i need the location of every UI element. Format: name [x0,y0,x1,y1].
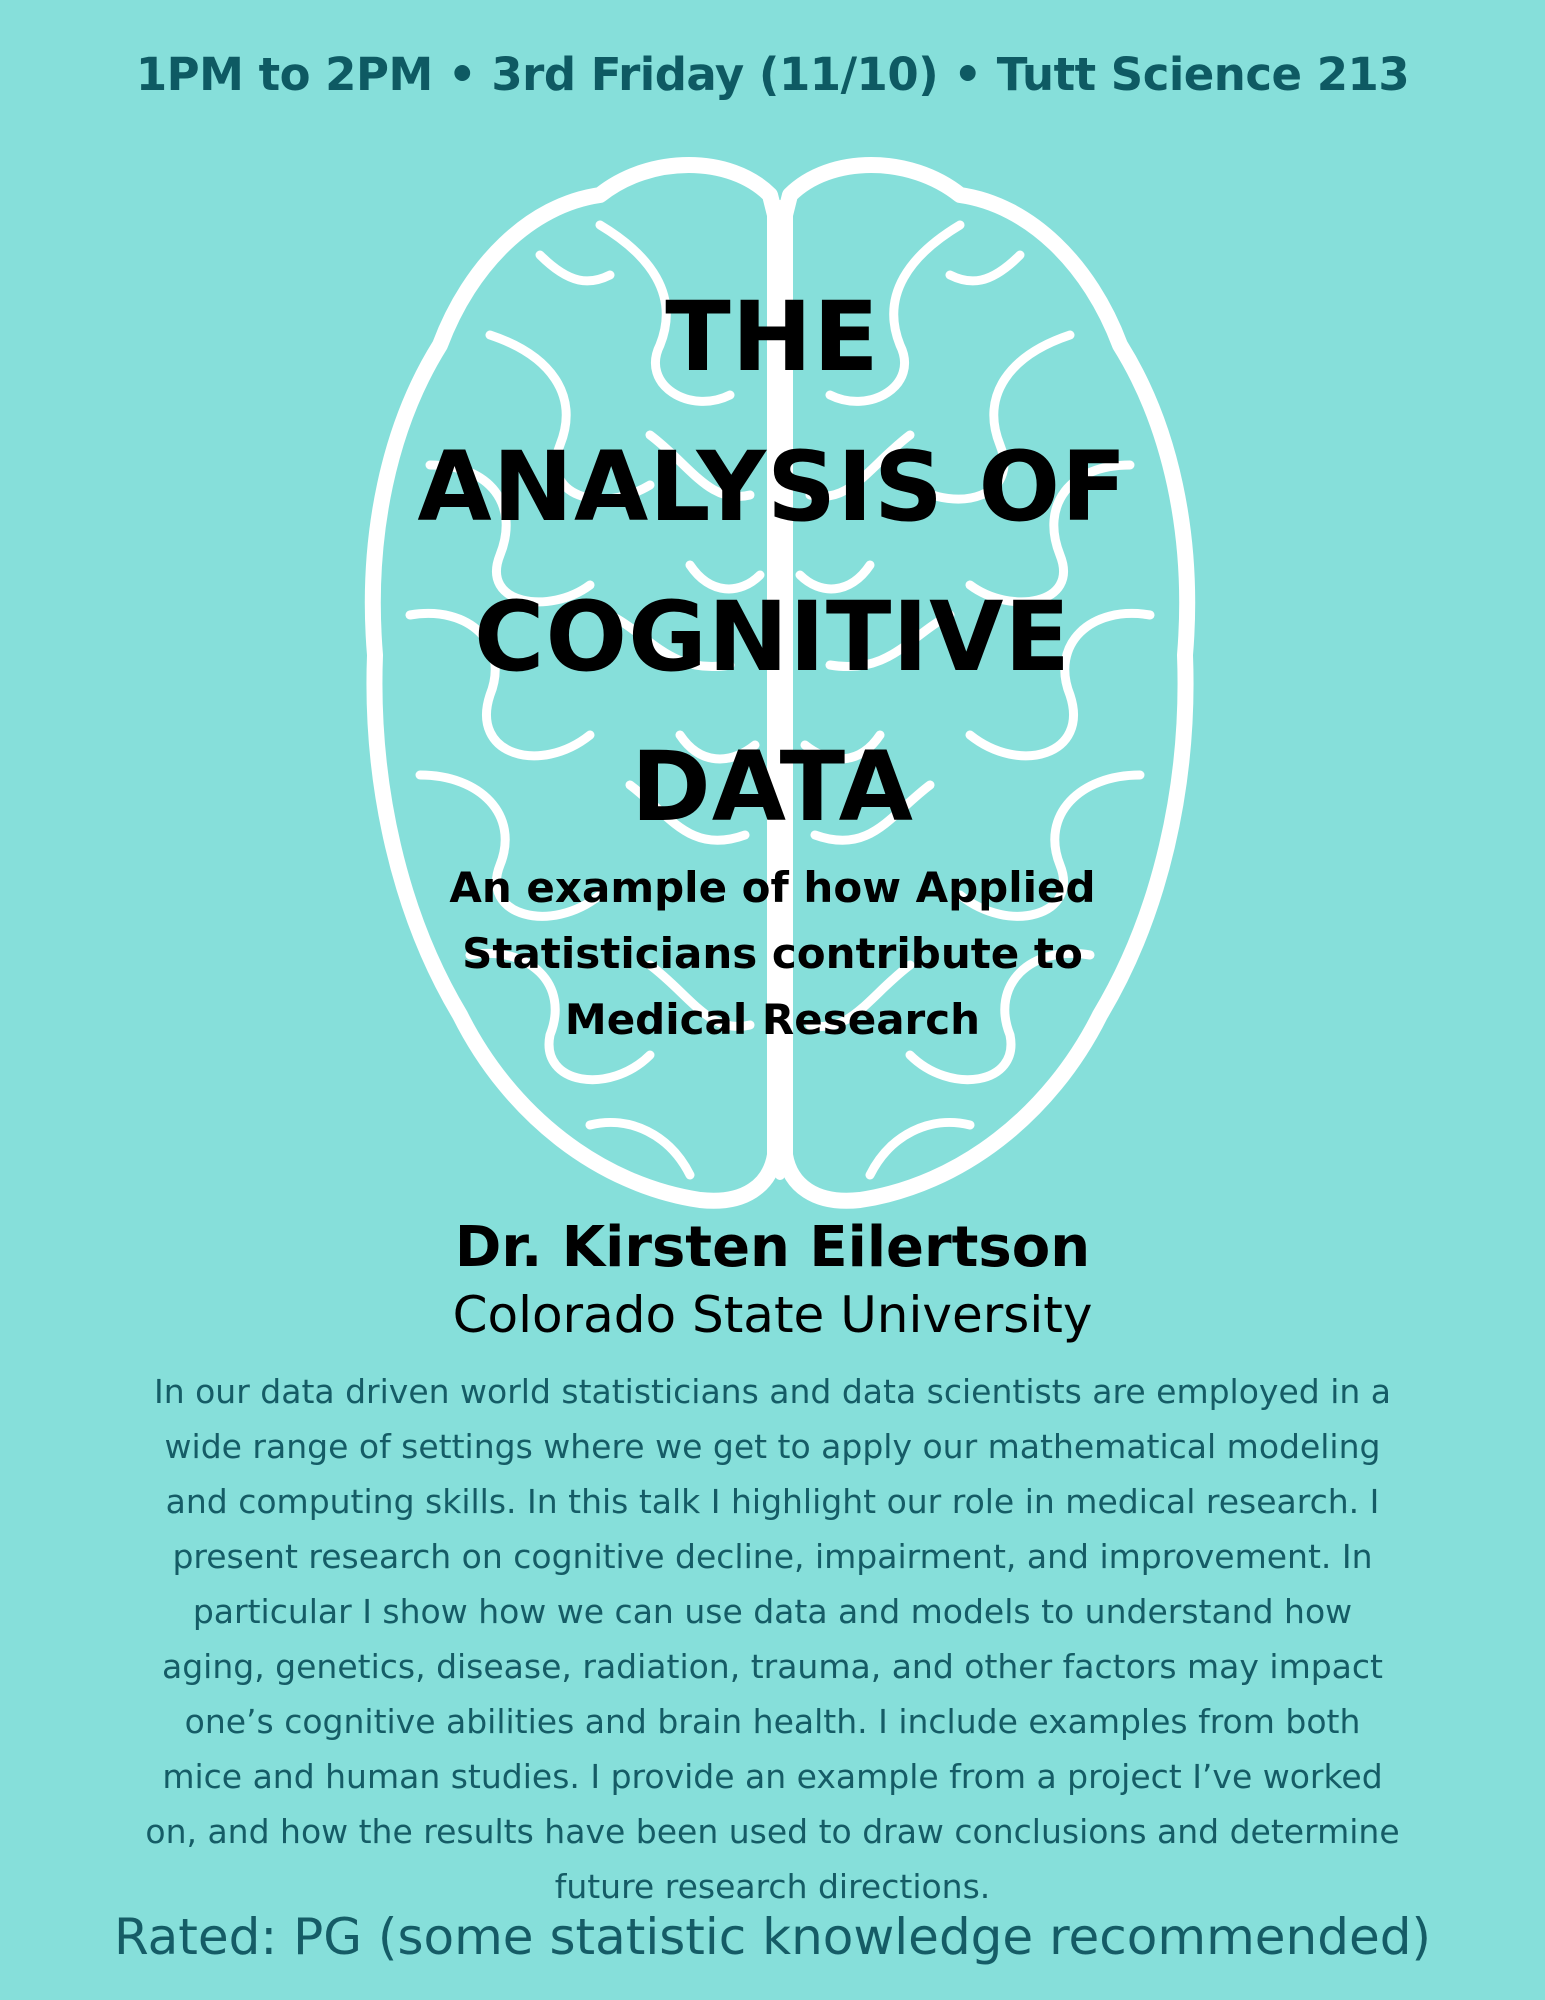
abstract-line: one’s cognitive abilities and brain health. I include examples from both [184,1702,1361,1741]
audience-rating: Rated: PG (some statistic knowledge recommended) [114,1908,1431,1966]
talk-subtitle [400,855,1145,1053]
abstract-line: wide range of settings where we get to apply our mathematical modeling [164,1427,1381,1466]
speaker-name: Dr. Kirsten Eilertson [454,1215,1091,1280]
abstract-line: particular I show how we can use data and models to understand how [192,1592,1353,1631]
abstract-line: present research on cognitive decline, impairment, and improvement. In [172,1537,1373,1576]
abstract-line: future research directions. [554,1867,991,1906]
abstract-line: mice and human studies. I provide an example from a project I’ve worked [162,1757,1383,1796]
subtitle-line: Medical Research [564,995,981,1044]
talk-abstract [110,1364,1435,1914]
abstract-line: aging, genetics, disease, radiation, trauma, and other factors may impact [162,1647,1383,1686]
title-line: ANALYSIS OF [417,431,1128,543]
abstract-line: and computing skills. In this talk I highlight our role in medical research. I [165,1482,1380,1521]
title-line: THE [665,281,880,393]
title-line: COGNITIVE [474,581,1071,693]
title-line: DATA [631,731,914,843]
speaker-affiliation: Colorado State University [452,1286,1093,1344]
abstract-line: In our data driven world statisticians and data scientists are employed in a [153,1372,1391,1411]
subtitle-line: An example of how Applied [449,863,1096,912]
talk-title [300,262,1245,862]
abstract-line: on, and how the results have been used to draw conclusions and determine [145,1812,1400,1851]
event-info: 1PM to 2PM • 3rd Friday (11/10) • Tutt Science 213 [135,48,1410,101]
subtitle-line: Statisticians contribute to [462,929,1083,978]
